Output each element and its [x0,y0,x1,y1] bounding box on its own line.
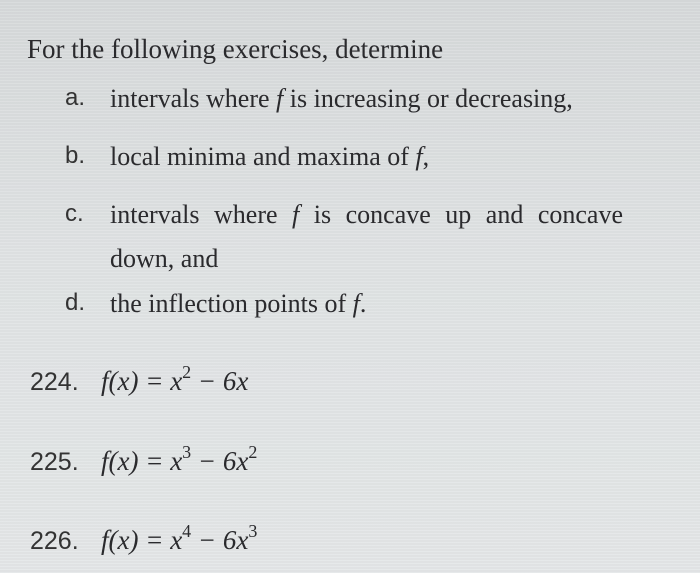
function-symbol: f [415,142,423,171]
exponent: 2 [182,362,192,382]
function-symbol: f [352,289,360,318]
exponent: 3 [248,521,258,541]
exercise-number: 226. [30,527,79,555]
exercise-equation: $f(x) = x^3 - 6x^2$ [101,442,258,476]
item-letter: a. [65,84,86,111]
exercise-equation: $f(x) = x^4 - 6x^3$ [101,521,258,555]
exercise-equation: $f(x) = x^2 - 6x$ [101,362,249,396]
item-letter: c. [65,200,84,227]
function-symbol: f [276,84,284,113]
intro-text: For the following exercises, determine [27,34,444,64]
exponent: 3 [182,442,192,462]
item-text: intervals where f is increasing or decreasing, [110,84,573,113]
item-text: intervals where f is concave up and concave [110,200,623,229]
item-text-line2: down, and [110,244,219,273]
item-text: local minima and maxima of f, [110,142,430,171]
exponent: 2 [248,442,258,462]
exercise-number: 225. [30,448,79,476]
item-text: the inflection points of f. [110,289,367,318]
function-symbol: f [292,200,300,229]
item-letter: d. [65,289,86,316]
exponent: 4 [182,521,192,541]
exercise-number: 224. [30,368,79,396]
item-letter: b. [65,142,86,169]
